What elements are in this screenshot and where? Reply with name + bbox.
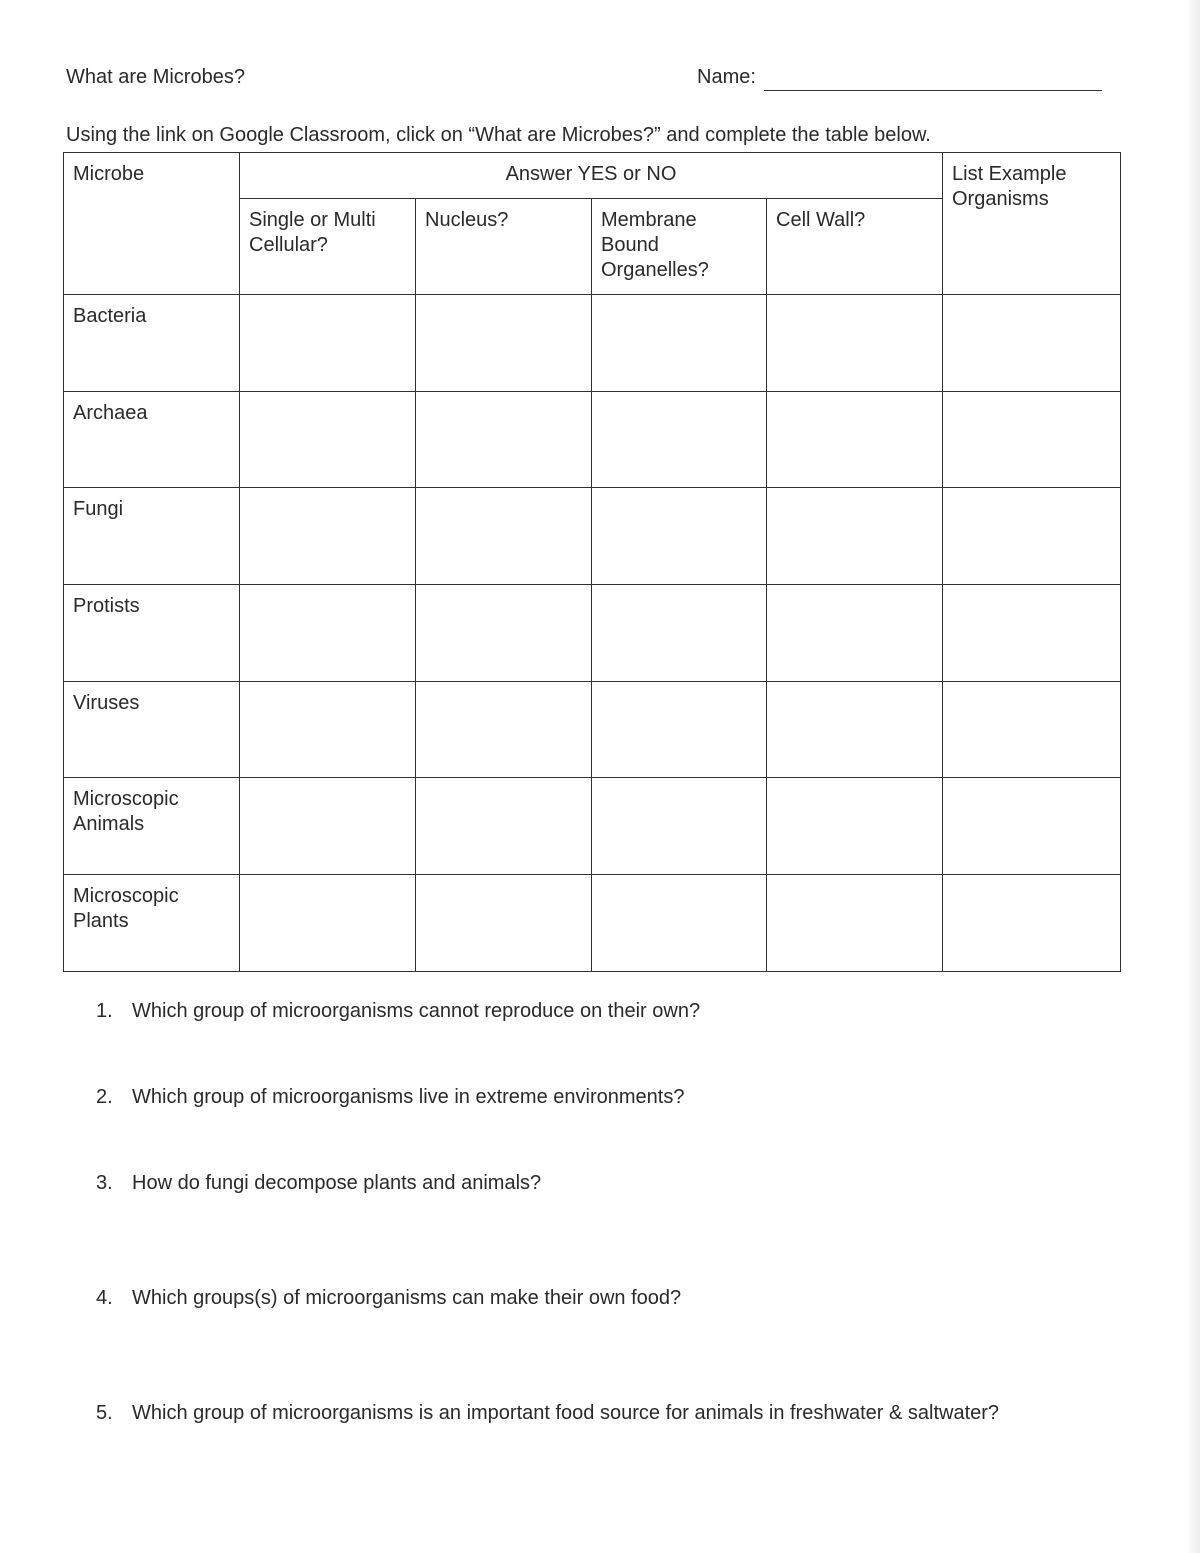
page-edge-shadow bbox=[1186, 0, 1200, 1553]
answer-cell-organelles[interactable] bbox=[592, 875, 767, 972]
header-microbe: Microbe bbox=[64, 153, 240, 295]
row-label: Fungi bbox=[64, 488, 240, 585]
question-item bbox=[96, 1086, 684, 1109]
answer-cell-nucleus[interactable] bbox=[416, 488, 592, 585]
question-number: 5. bbox=[96, 1402, 113, 1424]
answer-cell-cell-wall[interactable] bbox=[767, 391, 943, 488]
answer-cell-cell-wall[interactable] bbox=[767, 295, 943, 392]
answer-cell-nucleus[interactable] bbox=[416, 295, 592, 392]
header-example-organisms: List Example Organisms bbox=[943, 153, 1121, 295]
table-row bbox=[64, 391, 1121, 488]
question-text: Which group of microorganisms cannot reproduce on their own? bbox=[132, 1000, 701, 1022]
answer-cell-examples[interactable] bbox=[943, 585, 1121, 682]
answer-cell-cell-wall[interactable] bbox=[767, 875, 943, 972]
table-row bbox=[64, 778, 1121, 875]
question-number: 4. bbox=[96, 1287, 113, 1309]
table-row bbox=[64, 681, 1121, 778]
row-label: Protists bbox=[64, 585, 240, 682]
answer-cell-cell-wall[interactable] bbox=[767, 681, 943, 778]
question-number: 1. bbox=[96, 1000, 113, 1022]
table-row bbox=[64, 295, 1121, 392]
name-blank-line[interactable] bbox=[764, 90, 1102, 91]
answer-cell-organelles[interactable] bbox=[592, 681, 767, 778]
question-text: How do fungi decompose plants and animals? bbox=[132, 1172, 542, 1194]
table-row bbox=[64, 585, 1121, 682]
instructions-text: Using the link on Google Classroom, click on “What are Microbes?” and complete the table below. bbox=[66, 124, 931, 146]
name-label: Name: bbox=[697, 66, 756, 88]
answer-cell-examples[interactable] bbox=[943, 778, 1121, 875]
question-item bbox=[96, 1402, 999, 1425]
answer-cell-single-multi[interactable] bbox=[240, 585, 416, 682]
header-membrane-bound-organelles: Membrane Bound Organelles? bbox=[592, 199, 767, 295]
answer-cell-examples[interactable] bbox=[943, 295, 1121, 392]
answer-cell-single-multi[interactable] bbox=[240, 488, 416, 585]
answer-cell-nucleus[interactable] bbox=[416, 778, 592, 875]
question-text: Which groups(s) of microorganisms can make their own food? bbox=[132, 1287, 682, 1309]
row-label: Archaea bbox=[64, 391, 240, 488]
answer-cell-nucleus[interactable] bbox=[416, 585, 592, 682]
answer-cell-organelles[interactable] bbox=[592, 585, 767, 682]
header-single-multi-cellular: Single or Multi Cellular? bbox=[240, 199, 416, 295]
row-label: Microscopic Plants bbox=[64, 875, 240, 972]
answer-cell-organelles[interactable] bbox=[592, 295, 767, 392]
answer-cell-examples[interactable] bbox=[943, 681, 1121, 778]
answer-cell-cell-wall[interactable] bbox=[767, 585, 943, 682]
question-text: Which group of microorganisms is an important food source for animals in freshwater & saltwater? bbox=[132, 1402, 1000, 1424]
answer-cell-examples[interactable] bbox=[943, 391, 1121, 488]
answer-cell-single-multi[interactable] bbox=[240, 875, 416, 972]
answer-cell-examples[interactable] bbox=[943, 488, 1121, 585]
answer-cell-nucleus[interactable] bbox=[416, 681, 592, 778]
row-label: Viruses bbox=[64, 681, 240, 778]
table-header-row bbox=[64, 153, 1121, 199]
microbes-table bbox=[63, 152, 1121, 972]
row-label: Bacteria bbox=[64, 295, 240, 392]
header-nucleus: Nucleus? bbox=[416, 199, 592, 295]
question-number: 2. bbox=[96, 1086, 113, 1108]
answer-cell-cell-wall[interactable] bbox=[767, 488, 943, 585]
answer-cell-single-multi[interactable] bbox=[240, 295, 416, 392]
table-row bbox=[64, 488, 1121, 585]
answer-cell-single-multi[interactable] bbox=[240, 778, 416, 875]
answer-cell-single-multi[interactable] bbox=[240, 391, 416, 488]
worksheet-title: What are Microbes? bbox=[66, 66, 245, 88]
table-body bbox=[64, 295, 1121, 972]
header-cell-wall: Cell Wall? bbox=[767, 199, 943, 295]
answer-cell-organelles[interactable] bbox=[592, 488, 767, 585]
answer-cell-organelles[interactable] bbox=[592, 391, 767, 488]
row-label: Microscopic Animals bbox=[64, 778, 240, 875]
answer-cell-organelles[interactable] bbox=[592, 778, 767, 875]
answer-cell-nucleus[interactable] bbox=[416, 391, 592, 488]
table-row bbox=[64, 875, 1121, 972]
question-item bbox=[96, 1287, 681, 1310]
question-item bbox=[96, 1172, 541, 1195]
answer-cell-single-multi[interactable] bbox=[240, 681, 416, 778]
question-text: Which group of microorganisms live in extreme environments? bbox=[132, 1086, 685, 1108]
answer-cell-nucleus[interactable] bbox=[416, 875, 592, 972]
question-number: 3. bbox=[96, 1172, 113, 1194]
answer-cell-examples[interactable] bbox=[943, 875, 1121, 972]
header-answer-yes-no: Answer YES or NO bbox=[240, 153, 943, 199]
question-item bbox=[96, 1000, 700, 1023]
answer-cell-cell-wall[interactable] bbox=[767, 778, 943, 875]
